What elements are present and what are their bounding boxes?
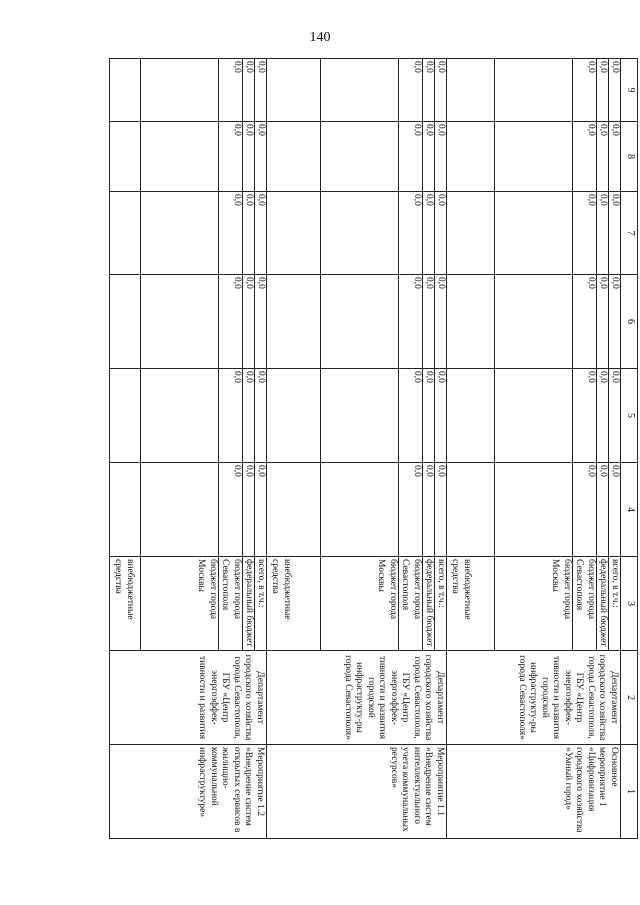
value-total: 0,0 <box>254 59 266 121</box>
source-offbudget: внебюджетные средства <box>270 559 292 620</box>
value-sevastopol: 0,0 <box>218 122 242 191</box>
value-stack <box>110 192 266 274</box>
value-sevastopol: 0,0 <box>398 369 422 462</box>
column-header: 9 <box>621 59 638 122</box>
column-header: 5 <box>621 369 638 463</box>
value-stack <box>267 275 446 368</box>
column-header: 3 <box>621 557 638 651</box>
value-total: 0,0 <box>608 463 620 556</box>
value-moscow <box>140 369 218 462</box>
value-moscow <box>494 463 572 556</box>
table-row <box>267 59 447 839</box>
value-cell <box>267 192 447 275</box>
value-moscow <box>494 192 572 274</box>
source-moscow: бюджет города Москвы <box>320 557 398 650</box>
source-stack <box>447 557 620 650</box>
value-stack <box>447 369 620 462</box>
value-offbudget <box>447 369 494 462</box>
value-stack <box>110 463 266 556</box>
source-moscow: бюджет города Москвы <box>494 557 572 650</box>
table-row <box>447 59 621 839</box>
value-offbudget <box>267 122 320 191</box>
value-total: 0,0 <box>608 59 620 121</box>
value-sevastopol: 0,0 <box>572 59 596 121</box>
value-sevastopol: 0,0 <box>398 275 422 368</box>
value-stack <box>110 122 266 191</box>
activity-title-cell: Мероприятие 1.1 «Внедрение систем интеллектуального учета коммунальных ресурсов» <box>267 745 447 839</box>
activity-title-cell: Мероприятие 1.2 «Внедрение систем открытых сервисов в жилищно-коммунальной инфраструктуре» <box>110 745 267 839</box>
value-offbudget <box>267 369 320 462</box>
column-header: 1 <box>621 745 638 839</box>
value-stack <box>110 59 266 121</box>
value-sevastopol: 0,0 <box>218 59 242 121</box>
value-stack <box>447 463 620 556</box>
value-sevastopol: 0,0 <box>572 369 596 462</box>
column-number-row <box>621 59 638 839</box>
value-moscow <box>140 122 218 191</box>
value-stack <box>110 275 266 368</box>
value-cell <box>110 463 267 557</box>
executor-cell: Департамент городского хозяйства города Севастополя, ГБУ «Центр энергоэффек-тивности и развития городской инфраструкту-ры города Севастополя» <box>447 651 621 745</box>
value-offbudget <box>110 122 140 191</box>
value-moscow <box>320 369 398 462</box>
value-sevastopol: 0,0 <box>398 192 422 274</box>
value-federal: 0,0 <box>242 463 254 556</box>
value-total: 0,0 <box>254 275 266 368</box>
value-sevastopol: 0,0 <box>572 275 596 368</box>
executor-cell: Департамент городского хозяйства города Севастополя, ГБУ «Центр энергоэффек-тивности и развития городской инфраструкту-ры города Севастополя» <box>267 651 447 745</box>
value-federal: 0,0 <box>596 122 608 191</box>
value-offbudget <box>110 275 140 368</box>
value-moscow <box>320 275 398 368</box>
value-federal: 0,0 <box>596 192 608 274</box>
value-stack <box>267 192 446 274</box>
value-sevastopol: 0,0 <box>572 192 596 274</box>
source-stack <box>110 557 266 650</box>
source-federal: федеральный бюджет <box>422 557 434 650</box>
source-total: всего, в т.ч.: <box>254 557 266 650</box>
value-federal: 0,0 <box>596 275 608 368</box>
value-total: 0,0 <box>608 275 620 368</box>
source-cell <box>110 557 267 651</box>
value-total: 0,0 <box>434 59 446 121</box>
value-offbudget <box>110 192 140 274</box>
value-offbudget <box>110 369 140 462</box>
value-cell <box>110 59 267 122</box>
value-moscow <box>320 192 398 274</box>
value-offbudget <box>447 275 494 368</box>
value-offbudget <box>267 192 320 274</box>
source-federal: федеральный бюджет <box>242 557 254 650</box>
value-stack <box>110 369 266 462</box>
value-total: 0,0 <box>254 369 266 462</box>
value-stack <box>267 463 446 556</box>
value-moscow <box>494 122 572 191</box>
value-federal: 0,0 <box>596 369 608 462</box>
column-header: 4 <box>621 463 638 557</box>
value-total: 0,0 <box>254 122 266 191</box>
value-moscow <box>320 59 398 121</box>
value-stack <box>267 122 446 191</box>
source-federal: федеральный бюджет <box>596 557 608 650</box>
value-federal: 0,0 <box>242 59 254 121</box>
value-total: 0,0 <box>608 122 620 191</box>
page-number: 140 <box>309 30 331 45</box>
value-total: 0,0 <box>608 369 620 462</box>
value-moscow <box>320 463 398 556</box>
source-sevastopol: бюджет города Севастополя <box>572 557 596 650</box>
value-total: 0,0 <box>434 369 446 462</box>
value-cell <box>447 369 621 463</box>
value-federal: 0,0 <box>422 275 434 368</box>
source-moscow: бюджет города Москвы <box>140 557 218 650</box>
source-cell <box>447 557 621 651</box>
value-moscow <box>140 59 218 121</box>
table-row <box>110 59 267 839</box>
value-stack <box>447 192 620 274</box>
value-federal: 0,0 <box>422 463 434 556</box>
column-header: 8 <box>621 122 638 192</box>
value-total: 0,0 <box>254 192 266 274</box>
value-offbudget <box>447 122 494 191</box>
activity-title-cell: Основное мероприятие 1 «Цифровизация городского хозяйства «Умный город» <box>447 745 621 839</box>
value-federal: 0,0 <box>242 192 254 274</box>
value-stack <box>267 369 446 462</box>
value-sevastopol: 0,0 <box>398 122 422 191</box>
value-total: 0,0 <box>608 192 620 274</box>
value-sevastopol: 0,0 <box>218 369 242 462</box>
value-moscow <box>494 59 572 121</box>
source-stack <box>267 557 446 650</box>
value-moscow <box>140 463 218 556</box>
value-stack <box>447 122 620 191</box>
value-cell <box>267 369 447 463</box>
column-header: 6 <box>621 275 638 369</box>
source-total: всего, в т.ч.: <box>608 557 620 650</box>
value-cell <box>267 122 447 192</box>
budget-table-rotated <box>113 58 638 838</box>
value-federal: 0,0 <box>596 59 608 121</box>
value-total: 0,0 <box>434 463 446 556</box>
value-offbudget <box>447 192 494 274</box>
value-offbudget <box>447 59 494 121</box>
value-federal: 0,0 <box>422 59 434 121</box>
value-total: 0,0 <box>434 275 446 368</box>
value-sevastopol: 0,0 <box>398 59 422 121</box>
value-cell <box>447 275 621 369</box>
value-offbudget <box>110 59 140 121</box>
value-total: 0,0 <box>254 463 266 556</box>
value-sevastopol: 0,0 <box>572 463 596 556</box>
source-sevastopol: бюджет города Севастополя <box>398 557 422 650</box>
value-cell <box>110 275 267 369</box>
value-moscow <box>494 275 572 368</box>
value-stack <box>447 275 620 368</box>
value-cell <box>447 122 621 192</box>
source-offbudget: внебюджетные средства <box>113 559 135 620</box>
value-stack <box>447 59 620 121</box>
value-offbudget <box>447 463 494 556</box>
value-federal: 0,0 <box>242 369 254 462</box>
value-moscow <box>320 122 398 191</box>
value-federal: 0,0 <box>422 122 434 191</box>
value-moscow <box>140 275 218 368</box>
value-offbudget <box>110 463 140 556</box>
value-federal: 0,0 <box>422 192 434 274</box>
value-cell <box>267 59 447 122</box>
value-cell <box>110 192 267 275</box>
column-header: 7 <box>621 192 638 275</box>
value-federal: 0,0 <box>242 275 254 368</box>
value-total: 0,0 <box>434 192 446 274</box>
source-cell <box>267 557 447 651</box>
value-cell <box>267 463 447 557</box>
source-total: всего, в т.ч.: <box>434 557 446 650</box>
value-moscow <box>140 192 218 274</box>
column-header: 2 <box>621 651 638 745</box>
value-federal: 0,0 <box>422 369 434 462</box>
value-sevastopol: 0,0 <box>398 463 422 556</box>
budget-table <box>109 58 638 839</box>
executor-cell: Департамент городского хозяйства города Севастополя, ГБУ «Центр энергоэффек-тивности и развития <box>110 651 267 745</box>
value-cell <box>447 463 621 557</box>
value-federal: 0,0 <box>242 122 254 191</box>
value-federal: 0,0 <box>596 463 608 556</box>
source-offbudget: внебюджетные средства <box>450 559 472 620</box>
value-offbudget <box>267 59 320 121</box>
value-cell <box>447 192 621 275</box>
source-sevastopol: бюджет города Севастополя <box>218 557 242 650</box>
value-offbudget <box>267 275 320 368</box>
value-cell <box>110 122 267 192</box>
value-stack <box>267 59 446 121</box>
value-moscow <box>494 369 572 462</box>
value-sevastopol: 0,0 <box>572 122 596 191</box>
value-cell <box>447 59 621 122</box>
value-sevastopol: 0,0 <box>218 192 242 274</box>
value-cell <box>267 275 447 369</box>
value-cell <box>110 369 267 463</box>
value-offbudget <box>267 463 320 556</box>
value-sevastopol: 0,0 <box>218 275 242 368</box>
value-sevastopol: 0,0 <box>218 463 242 556</box>
value-total: 0,0 <box>434 122 446 191</box>
